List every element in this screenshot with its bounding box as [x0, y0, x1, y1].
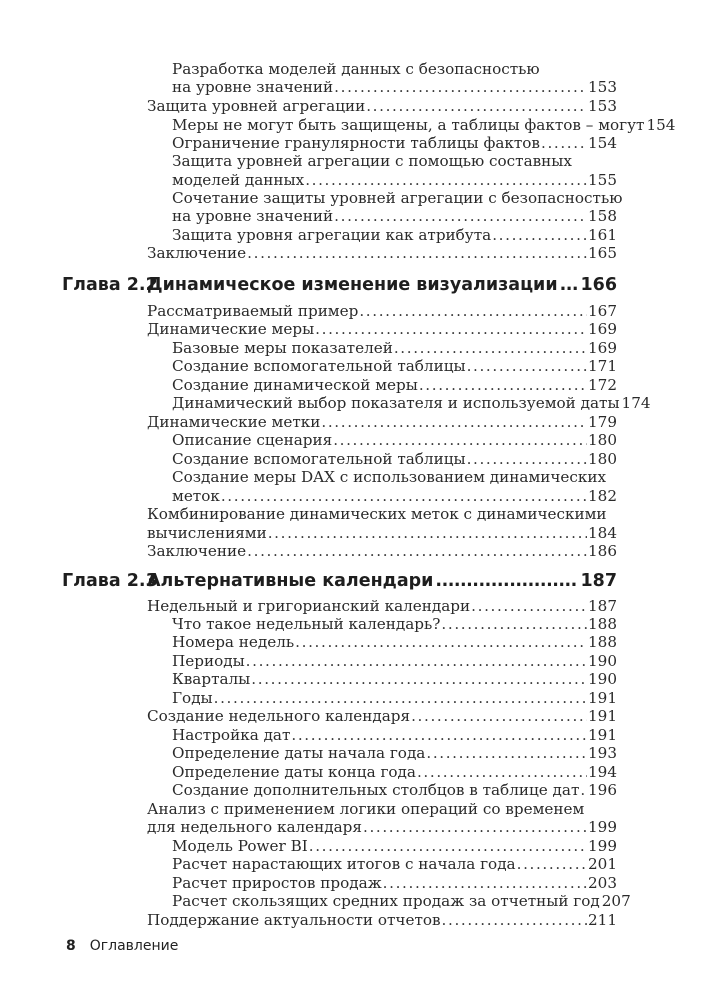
toc-entry[interactable] — [147, 524, 617, 542]
toc-page-number: 165 — [588, 244, 617, 262]
dot-leader — [411, 707, 587, 725]
toc-page-number: 187 — [588, 597, 617, 615]
toc-page-number: 211 — [588, 911, 617, 929]
dot-leader — [467, 450, 587, 468]
toc-entry[interactable] — [172, 207, 617, 225]
toc-page-number: 199 — [588, 818, 617, 836]
toc-entry[interactable] — [147, 707, 617, 725]
toc-entry-title: Создание вспомогательной таблицы — [172, 450, 466, 468]
toc-entry-title: Поддержание актуальности отчетов — [147, 911, 441, 929]
toc-entry-title: меток — [172, 487, 220, 505]
toc-entry[interactable] — [147, 244, 617, 262]
toc-page-number: 169 — [588, 320, 617, 338]
toc-entry-title: моделей данных — [172, 171, 305, 189]
toc-entry-title: Годы — [172, 689, 213, 707]
toc-entry-line: Анализ с применением логики операций со временем — [147, 800, 585, 818]
chapter-page-number: 166 — [580, 275, 617, 295]
toc-entry-title: Определение даты конца года — [172, 763, 416, 781]
toc-entry-title: Защита уровней агрегации — [147, 97, 366, 115]
dot-leader — [214, 689, 587, 707]
dot-leader — [295, 633, 587, 651]
toc-page-number: 188 — [588, 633, 617, 651]
toc-entry[interactable] — [172, 226, 617, 244]
toc-page-number: 196 — [588, 781, 617, 799]
toc-entry[interactable] — [172, 874, 617, 892]
toc-entry-title: Расчет приростов продаж — [172, 874, 382, 892]
dot-leader — [441, 615, 587, 633]
toc-entry[interactable] — [172, 171, 617, 189]
toc-page-number: 191 — [588, 689, 617, 707]
toc-entry[interactable] — [172, 763, 617, 781]
toc-page-number: 193 — [588, 744, 617, 762]
toc-page-number: 190 — [588, 652, 617, 670]
dot-leader — [383, 874, 587, 892]
chapter-title: Динамическое изменение визуализации — [147, 275, 558, 295]
dot-leader — [247, 542, 587, 560]
toc-entry-title: Что такое недельный календарь? — [172, 615, 441, 633]
toc-entry[interactable] — [172, 892, 631, 910]
toc-entry[interactable] — [172, 78, 617, 96]
dot-leader — [492, 226, 587, 244]
toc-page-number: 180 — [588, 450, 617, 468]
toc-entry-title: Периоды — [172, 652, 245, 670]
chapter-number: Глава 2.2 — [62, 275, 158, 295]
toc-entry-title: Динамические метки — [147, 413, 321, 431]
toc-entry[interactable] — [147, 911, 617, 929]
toc-entry-title: Кварталы — [172, 670, 251, 688]
toc-entry[interactable] — [172, 744, 617, 762]
dot-leader — [333, 431, 587, 449]
toc-entry[interactable] — [172, 450, 617, 468]
toc-entry-line: Создание меры DAX с использованием динамических — [172, 468, 607, 486]
dot-leader — [435, 571, 578, 591]
toc-entry[interactable] — [172, 339, 617, 357]
dot-leader — [517, 855, 587, 873]
page-footer — [66, 938, 178, 954]
toc-page-number: 180 — [588, 431, 617, 449]
toc-page-number: 155 — [588, 171, 617, 189]
dot-leader — [305, 171, 587, 189]
dot-leader — [359, 302, 587, 320]
toc-page-number: 179 — [588, 413, 617, 431]
toc-entry-title: Динамический выбор показателя и используемой даты — [172, 394, 620, 412]
toc-page-number: 188 — [588, 615, 617, 633]
toc-page-number: 153 — [588, 97, 617, 115]
toc-page-number: 201 — [588, 855, 617, 873]
toc-entry[interactable] — [147, 542, 617, 560]
toc-entry-title: Описание сценария — [172, 431, 333, 449]
toc-entry-title: на уровне значений — [172, 207, 334, 225]
toc-page-number: 194 — [588, 763, 617, 781]
chapter-number: Глава 2.3 — [62, 571, 158, 591]
toc-entry-title: Создание недельного календаря — [147, 707, 411, 725]
toc-page-number: 190 — [588, 670, 617, 688]
toc-entry[interactable] — [172, 652, 617, 670]
toc-page-number: 161 — [588, 226, 617, 244]
dot-leader — [334, 207, 587, 225]
dot-leader — [268, 524, 587, 542]
toc-page-number: 199 — [588, 837, 617, 855]
toc-entry-title: Меры не могут быть защищены, а таблицы фактов – могут — [172, 116, 645, 134]
toc-entry[interactable] — [172, 670, 617, 688]
toc-page-number: 182 — [588, 487, 617, 505]
toc-entry-title: Модель Power BI — [172, 837, 308, 855]
toc-page-number: 207 — [601, 892, 631, 910]
toc-entry[interactable] — [172, 855, 617, 873]
toc-page-number: 153 — [588, 78, 617, 96]
toc-page-number: 174 — [621, 394, 651, 412]
dot-leader — [246, 652, 587, 670]
toc-page-number: 167 — [588, 302, 617, 320]
footer-running-title: Оглавление — [89, 938, 179, 954]
toc-entry-line: Разработка моделей данных с безопасностью — [172, 60, 540, 78]
dot-leader — [467, 357, 587, 375]
toc-entry[interactable] — [172, 394, 651, 412]
toc-entry-title: Расчет нарастающих итогов с начала года — [172, 855, 516, 873]
toc-entry[interactable] — [147, 97, 617, 115]
toc-entry-title: для недельного календаря — [147, 818, 362, 836]
dot-leader — [442, 911, 587, 929]
toc-entry[interactable] — [172, 116, 676, 134]
toc-entry[interactable] — [147, 320, 617, 338]
toc-entry-title: вычислениями — [147, 524, 267, 542]
toc-entry-title: Создание вспомогательной таблицы — [172, 357, 466, 375]
toc-entry-title: Заключение — [147, 244, 247, 262]
toc-entry-line: Сочетание защиты уровней агрегации с безопасностью — [172, 189, 623, 207]
toc-entry-title: на уровне значений — [172, 78, 334, 96]
toc-entry-title: Настройка дат — [172, 726, 291, 744]
toc-entry[interactable] — [172, 431, 617, 449]
toc-entry-title: Определение даты начала года — [172, 744, 426, 762]
toc-entry[interactable] — [172, 357, 617, 375]
toc-entry-title: Создание дополнительных столбцов в таблице дат — [172, 781, 580, 799]
dot-leader — [426, 744, 587, 762]
toc-entry[interactable] — [172, 781, 617, 799]
toc-page-number: 184 — [588, 524, 617, 542]
dot-leader — [247, 244, 587, 262]
dot-leader — [541, 134, 587, 152]
toc-entry-title: Расчет скользящих средних продаж за отчетный год — [172, 892, 600, 910]
toc-entry-title: Базовые меры показателей — [172, 339, 393, 357]
dot-leader — [309, 837, 587, 855]
toc-entry[interactable] — [147, 302, 617, 320]
toc-entry[interactable] — [172, 837, 617, 855]
dot-leader — [580, 781, 587, 799]
dot-leader — [221, 487, 587, 505]
toc-entry[interactable] — [147, 597, 617, 615]
toc-entry[interactable] — [172, 633, 617, 651]
chapter-title: Альтернативные календари — [147, 571, 434, 591]
toc-entry[interactable] — [172, 134, 617, 152]
toc-entry[interactable] — [172, 487, 617, 505]
toc-page-number: 186 — [588, 542, 617, 560]
toc-page-number: 191 — [588, 707, 617, 725]
dot-leader — [394, 339, 587, 357]
dot-leader — [321, 413, 587, 431]
chapter-heading[interactable] — [62, 571, 617, 591]
toc-page-number: 154 — [588, 134, 617, 152]
toc-entry-title: Номера недель — [172, 633, 295, 651]
chapter-heading[interactable] — [62, 275, 617, 295]
toc-entry-title: Рассматриваемый пример — [147, 302, 359, 320]
toc-page-number: 203 — [588, 874, 617, 892]
toc-entry[interactable] — [172, 726, 617, 744]
dot-leader — [334, 78, 587, 96]
toc-entry[interactable] — [172, 689, 617, 707]
toc-page-number: 158 — [588, 207, 617, 225]
toc-entry[interactable] — [147, 818, 617, 836]
toc-entry-title: Динамические меры — [147, 320, 315, 338]
dot-leader — [471, 597, 587, 615]
toc-entry-title: Создание динамической меры — [172, 376, 418, 394]
toc-page-number: 171 — [588, 357, 617, 375]
toc-entry[interactable] — [172, 376, 617, 394]
toc-entry[interactable] — [147, 413, 617, 431]
dot-leader — [560, 275, 579, 295]
chapter-page-number: 187 — [580, 571, 617, 591]
dot-leader — [315, 320, 587, 338]
toc-entry-title: Защита уровня агрегации как атрибута — [172, 226, 492, 244]
dot-leader — [417, 763, 587, 781]
toc-page-number: 191 — [588, 726, 617, 744]
dot-leader — [419, 376, 587, 394]
toc-page-number: 154 — [646, 116, 676, 134]
toc-entry[interactable] — [172, 615, 617, 633]
footer-page-number: 8 — [66, 938, 76, 954]
dot-leader — [251, 670, 587, 688]
toc-page-number: 169 — [588, 339, 617, 357]
dot-leader — [363, 818, 587, 836]
toc-entry-line: Комбинирование динамических меток с динамическими — [147, 505, 607, 523]
toc-page-number: 172 — [588, 376, 617, 394]
toc-entry-title: Ограничение гранулярности таблицы фактов — [172, 134, 540, 152]
toc-entry-title: Заключение — [147, 542, 247, 560]
toc-entry-title: Недельный и григорианский календари — [147, 597, 471, 615]
dot-leader — [366, 97, 587, 115]
toc-entry-line: Защита уровней агрегации с помощью составных — [172, 152, 572, 170]
dot-leader — [291, 726, 587, 744]
